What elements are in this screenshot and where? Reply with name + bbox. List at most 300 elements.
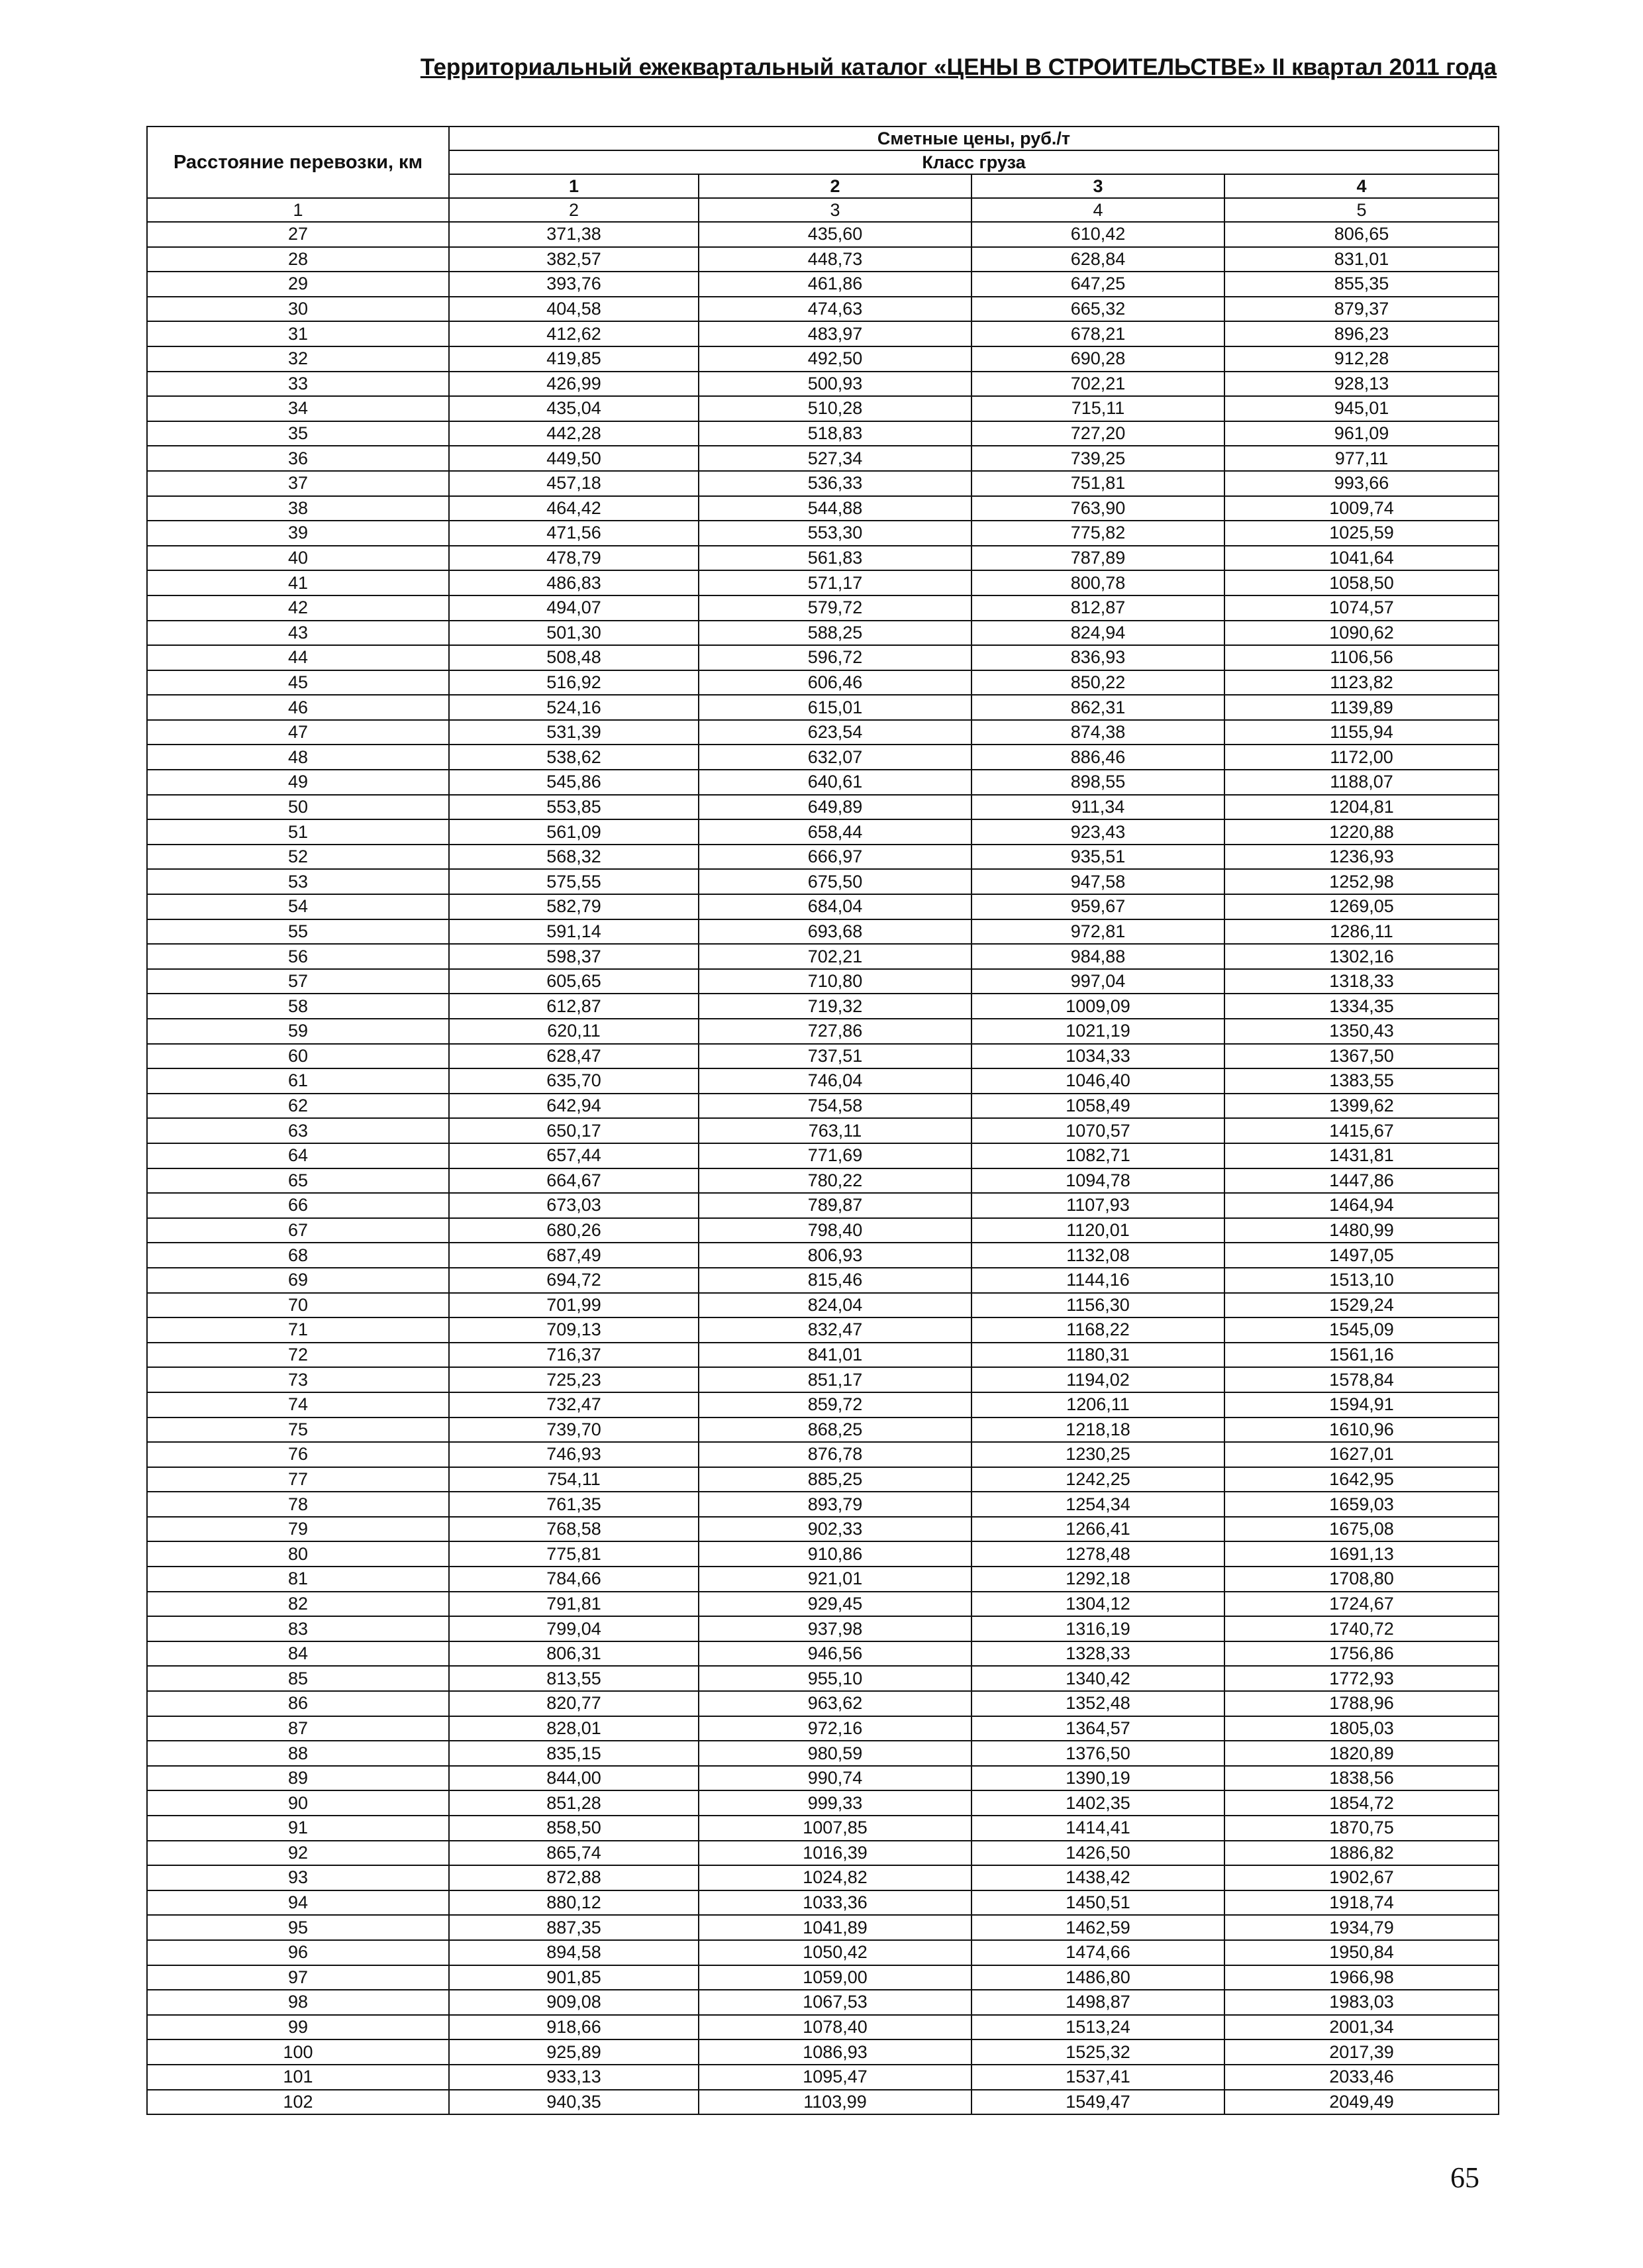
distance-cell: 102 (147, 2090, 449, 2115)
class-2-price-cell: 1067,53 (699, 1990, 971, 2015)
class-2-price-cell: 483,97 (699, 321, 971, 346)
distance-cell: 99 (147, 2015, 449, 2040)
class-4-price-cell: 1236,93 (1224, 845, 1499, 870)
distance-cell: 75 (147, 1418, 449, 1443)
class-3-price-cell: 1414,41 (971, 1816, 1224, 1841)
distance-cell: 41 (147, 570, 449, 595)
table-row (147, 372, 1499, 397)
class-3-price-cell: 1107,93 (971, 1193, 1224, 1218)
table-row (147, 745, 1499, 770)
class-1-price-cell: 673,03 (449, 1193, 699, 1218)
table-row (147, 272, 1499, 297)
class-3-price-cell: 1194,02 (971, 1367, 1224, 1392)
class-2-price-cell: 693,68 (699, 919, 971, 945)
table-row (147, 1317, 1499, 1343)
class-4-price-cell: 1675,08 (1224, 1517, 1499, 1542)
table-row (147, 1790, 1499, 1816)
class-3-price-cell: 647,25 (971, 272, 1224, 297)
class-2-price-cell: 929,45 (699, 1592, 971, 1617)
class-4-price-cell: 1480,99 (1224, 1218, 1499, 1243)
class-3-price-cell: 610,42 (971, 222, 1224, 247)
distance-cell: 51 (147, 819, 449, 845)
class-2-price-cell: 815,46 (699, 1268, 971, 1293)
distance-cell: 54 (147, 894, 449, 919)
distance-cell: 42 (147, 595, 449, 621)
class-3-price-cell: 1402,35 (971, 1790, 1224, 1816)
class-1-price-cell: 880,12 (449, 1890, 699, 1916)
class-4-price-cell: 1464,94 (1224, 1193, 1499, 1218)
class-3-price-cell: 824,94 (971, 621, 1224, 646)
class-2-price-cell: 902,33 (699, 1517, 971, 1542)
distance-cell: 33 (147, 372, 449, 397)
class-2-price-cell: 623,54 (699, 720, 971, 745)
class-4-price-cell: 1820,89 (1224, 1741, 1499, 1766)
class-1-price-cell: 404,58 (449, 297, 699, 322)
class-1-price-cell: 664,67 (449, 1168, 699, 1194)
class-3-price-cell: 1156,30 (971, 1293, 1224, 1318)
class-1-price-cell: 508,48 (449, 645, 699, 670)
distance-cell: 27 (147, 222, 449, 247)
class-1-price-cell: 516,92 (449, 670, 699, 696)
class-3-price-cell: 935,51 (971, 845, 1224, 870)
class-2-price-cell: 702,21 (699, 944, 971, 969)
class-2-price-cell: 972,16 (699, 1716, 971, 1741)
class-2-price-cell: 435,60 (699, 222, 971, 247)
class-2-price-cell: 719,32 (699, 994, 971, 1019)
class-4-price-cell: 1513,10 (1224, 1268, 1499, 1293)
class-1-price-cell: 449,50 (449, 446, 699, 471)
distance-cell: 57 (147, 969, 449, 994)
class-1-price-cell: 858,50 (449, 1816, 699, 1841)
table-row (147, 720, 1499, 745)
class-4-price-cell: 1155,94 (1224, 720, 1499, 745)
class-2-price-cell: 632,07 (699, 745, 971, 770)
class-2-price-cell: 841,01 (699, 1343, 971, 1368)
class-4-price-cell: 2017,39 (1224, 2039, 1499, 2065)
distance-cell: 76 (147, 1442, 449, 1467)
class-2-price-cell: 492,50 (699, 346, 971, 372)
class-2-price-cell: 955,10 (699, 1666, 971, 1691)
class-4-price-cell: 1627,01 (1224, 1442, 1499, 1467)
distance-cell: 59 (147, 1019, 449, 1044)
class-2-price-cell: 500,93 (699, 372, 971, 397)
class-4-price-cell: 1286,11 (1224, 919, 1499, 945)
table-row (147, 695, 1499, 720)
table-row (147, 1865, 1499, 1890)
class-3-price-cell: 1021,19 (971, 1019, 1224, 1044)
class-1-price-cell: 457,18 (449, 471, 699, 496)
distance-cell: 29 (147, 272, 449, 297)
class-4-price-cell: 1708,80 (1224, 1567, 1499, 1592)
class-3-price-cell: 727,20 (971, 421, 1224, 446)
class-1-price-cell: 746,93 (449, 1442, 699, 1467)
distance-cell: 44 (147, 645, 449, 670)
class-3-price-cell: 1462,59 (971, 1915, 1224, 1940)
distance-cell: 82 (147, 1592, 449, 1617)
table-row (147, 1541, 1499, 1567)
class-3-price-cell: 678,21 (971, 321, 1224, 346)
class-1-price-cell: 701,99 (449, 1293, 699, 1318)
class-4-price-cell: 1058,50 (1224, 570, 1499, 595)
table-row (147, 1766, 1499, 1791)
table-row (147, 222, 1499, 247)
distance-cell: 32 (147, 346, 449, 372)
table-row (147, 595, 1499, 621)
table-row (147, 297, 1499, 322)
table-row (147, 446, 1499, 471)
class-2-price-cell: 771,69 (699, 1143, 971, 1168)
class-1-price-cell: 545,86 (449, 770, 699, 795)
class-1-price-cell: 909,08 (449, 1990, 699, 2015)
column-number-cell: 2 (449, 198, 699, 222)
class-1-price-cell: 835,15 (449, 1741, 699, 1766)
class-4-price-cell: 945,01 (1224, 396, 1499, 421)
distance-cell: 98 (147, 1990, 449, 2015)
class-2-price-cell: 980,59 (699, 1741, 971, 1766)
prices-header: Сметные цены, руб./т (449, 127, 1499, 150)
class-3-price-cell: 1180,31 (971, 1343, 1224, 1368)
class-4-price-cell: 1204,81 (1224, 795, 1499, 820)
class-2-price-cell: 868,25 (699, 1418, 971, 1443)
table-row (147, 1641, 1499, 1667)
distance-cell: 81 (147, 1567, 449, 1592)
class-4-price-cell: 1334,35 (1224, 994, 1499, 1019)
class-4-price-cell: 1106,56 (1224, 645, 1499, 670)
class-2-price-cell: 1095,47 (699, 2065, 971, 2090)
class-2-price-cell: 461,86 (699, 272, 971, 297)
class-3-price-cell: 702,21 (971, 372, 1224, 397)
class-3-price-cell: 874,38 (971, 720, 1224, 745)
class-4-price-cell: 1805,03 (1224, 1716, 1499, 1741)
class-1-price-cell: 605,65 (449, 969, 699, 994)
class-3-price-cell: 1168,22 (971, 1317, 1224, 1343)
distance-cell: 86 (147, 1691, 449, 1716)
class-3-price-cell: 775,82 (971, 521, 1224, 546)
class-1-price-cell: 382,57 (449, 247, 699, 272)
class-1-price-cell: 575,55 (449, 869, 699, 894)
class-2-price-cell: 527,34 (699, 446, 971, 471)
table-row (147, 1143, 1499, 1168)
table-row (147, 1841, 1499, 1866)
table-row (147, 346, 1499, 372)
class-1-price-cell: 894,58 (449, 1940, 699, 1965)
class-4-price-cell: 1870,75 (1224, 1816, 1499, 1841)
distance-cell: 35 (147, 421, 449, 446)
class-4-price-cell: 2049,49 (1224, 2090, 1499, 2115)
class-2-price-cell: 710,80 (699, 969, 971, 994)
class-1-price-cell: 844,00 (449, 1766, 699, 1791)
class-4-price-cell: 1902,67 (1224, 1865, 1499, 1890)
distance-cell: 93 (147, 1865, 449, 1890)
class-2-price-cell: 448,73 (699, 247, 971, 272)
class-1-price-cell: 851,28 (449, 1790, 699, 1816)
class-4-price-cell: 1934,79 (1224, 1915, 1499, 1940)
class-4-price-cell: 1983,03 (1224, 1990, 1499, 2015)
table-row (147, 1268, 1499, 1293)
distance-cell: 40 (147, 546, 449, 571)
class-2-price-cell: 649,89 (699, 795, 971, 820)
distance-cell: 67 (147, 1218, 449, 1243)
class-4-price-cell: 1367,50 (1224, 1044, 1499, 1069)
class-1-price-cell: 501,30 (449, 621, 699, 646)
distance-cell: 84 (147, 1641, 449, 1667)
class-2-price-cell: 658,44 (699, 819, 971, 845)
class-2-price-cell: 1016,39 (699, 1841, 971, 1866)
class-4-price-cell: 2033,46 (1224, 2065, 1499, 2090)
distance-cell: 85 (147, 1666, 449, 1691)
class-1-price-cell: 561,09 (449, 819, 699, 845)
class-1-price-cell: 694,72 (449, 1268, 699, 1293)
class-1-price-cell: 657,44 (449, 1143, 699, 1168)
table-row (147, 321, 1499, 346)
class-2-price-cell: 963,62 (699, 1691, 971, 1716)
table-row (147, 1915, 1499, 1940)
class-4-price-cell: 977,11 (1224, 446, 1499, 471)
distance-cell: 48 (147, 745, 449, 770)
class-3-price-cell: 1513,24 (971, 2015, 1224, 2040)
column-number-cell: 1 (147, 198, 449, 222)
price-table (146, 126, 1499, 2115)
class-3-price-cell: 1046,40 (971, 1068, 1224, 1094)
class-1-price-cell: 768,58 (449, 1517, 699, 1542)
class-2-price-cell: 1078,40 (699, 2015, 971, 2040)
distance-cell: 43 (147, 621, 449, 646)
class-1-price-cell: 775,81 (449, 1541, 699, 1567)
class-2-price-cell: 684,04 (699, 894, 971, 919)
distance-cell: 31 (147, 321, 449, 346)
distance-cell: 83 (147, 1616, 449, 1641)
class-4-price-cell: 831,01 (1224, 247, 1499, 272)
class-2-price-cell: 561,83 (699, 546, 971, 571)
distance-cell: 53 (147, 869, 449, 894)
class-1-price-cell: 478,79 (449, 546, 699, 571)
distance-cell: 37 (147, 471, 449, 496)
class-4-price-cell: 1594,91 (1224, 1392, 1499, 1418)
class-3-price-cell: 850,22 (971, 670, 1224, 696)
class-2-price-cell: 921,01 (699, 1567, 971, 1592)
distance-cell: 88 (147, 1741, 449, 1766)
class-1-price-cell: 901,85 (449, 1965, 699, 1990)
table-row (147, 645, 1499, 670)
class-4-price-cell: 1659,03 (1224, 1492, 1499, 1517)
class-1-price-cell: 872,88 (449, 1865, 699, 1890)
table-row (147, 1044, 1499, 1069)
class-4-price-cell: 1561,16 (1224, 1343, 1499, 1368)
class-4-price-cell: 1724,67 (1224, 1592, 1499, 1617)
table-row (147, 521, 1499, 546)
table-row (147, 1517, 1499, 1542)
class-4-price-cell: 1918,74 (1224, 1890, 1499, 1916)
class-4-price-cell: 1854,72 (1224, 1790, 1499, 1816)
class-3-price-cell: 763,90 (971, 496, 1224, 521)
class-2-price-cell: 1007,85 (699, 1816, 971, 1841)
distance-cell: 60 (147, 1044, 449, 1069)
distance-cell: 50 (147, 795, 449, 820)
class-1-price-cell: 471,56 (449, 521, 699, 546)
class-3-price-cell: 1230,25 (971, 1442, 1224, 1467)
class-1-price-cell: 828,01 (449, 1716, 699, 1741)
class-4-price-cell: 1090,62 (1224, 621, 1499, 646)
class-4-price-cell: 1886,82 (1224, 1841, 1499, 1866)
class-3-price-cell: 1132,08 (971, 1243, 1224, 1268)
distance-cell: 56 (147, 944, 449, 969)
class-1-price-cell: 442,28 (449, 421, 699, 446)
class-4-price-cell: 1139,89 (1224, 695, 1499, 720)
class-1-price-cell: 591,14 (449, 919, 699, 945)
table-row (147, 845, 1499, 870)
class-2-price-cell: 675,50 (699, 869, 971, 894)
distance-cell: 64 (147, 1143, 449, 1168)
distance-cell: 89 (147, 1766, 449, 1791)
table-row (147, 969, 1499, 994)
class-3-price-cell: 1537,41 (971, 2065, 1224, 2090)
class-3-price-cell: 1278,48 (971, 1541, 1224, 1567)
class-2-price-cell: 1024,82 (699, 1865, 971, 1890)
class-2-price-cell: 737,51 (699, 1044, 971, 1069)
class-3-price-cell: 665,32 (971, 297, 1224, 322)
class-1-price-cell: 464,42 (449, 496, 699, 521)
distance-cell: 34 (147, 396, 449, 421)
class-1-price-cell: 716,37 (449, 1343, 699, 1368)
class-4-price-cell: 961,09 (1224, 421, 1499, 446)
distance-cell: 90 (147, 1790, 449, 1816)
class-3-price-cell: 715,11 (971, 396, 1224, 421)
class-2-price-cell: 571,17 (699, 570, 971, 595)
distance-cell: 46 (147, 695, 449, 720)
distance-cell: 36 (147, 446, 449, 471)
table-row (147, 795, 1499, 820)
table-row (147, 1741, 1499, 1766)
distance-cell: 45 (147, 670, 449, 696)
table-row (147, 2039, 1499, 2065)
table-row (147, 1890, 1499, 1916)
class-2-price-cell: 579,72 (699, 595, 971, 621)
class-2-price-cell: 640,61 (699, 770, 971, 795)
class-1-price-cell: 371,38 (449, 222, 699, 247)
class-1-price-cell: 393,76 (449, 272, 699, 297)
class-3-price-cell: 812,87 (971, 595, 1224, 621)
class-2-price-cell: 910,86 (699, 1541, 971, 1567)
distance-cell: 55 (147, 919, 449, 945)
class-3-price-cell: 1390,19 (971, 1766, 1224, 1791)
column-numbers-row (147, 198, 1499, 222)
class-number-header: 4 (1224, 174, 1499, 198)
table-row (147, 1442, 1499, 1467)
class-2-price-cell: 518,83 (699, 421, 971, 446)
class-2-price-cell: 666,97 (699, 845, 971, 870)
class-1-price-cell: 865,74 (449, 1841, 699, 1866)
column-number-cell: 4 (971, 198, 1224, 222)
class-3-price-cell: 1474,66 (971, 1940, 1224, 1965)
class-4-price-cell: 1756,86 (1224, 1641, 1499, 1667)
class-3-price-cell: 1009,09 (971, 994, 1224, 1019)
table-row (147, 1118, 1499, 1143)
class-2-price-cell: 1059,00 (699, 1965, 971, 1990)
column-number-cell: 3 (699, 198, 971, 222)
table-row (147, 770, 1499, 795)
class-1-price-cell: 687,49 (449, 1243, 699, 1268)
class-3-price-cell: 1498,87 (971, 1990, 1224, 2015)
class-2-price-cell: 780,22 (699, 1168, 971, 1194)
class-1-price-cell: 761,35 (449, 1492, 699, 1517)
class-4-price-cell: 1950,84 (1224, 1940, 1499, 1965)
class-2-price-cell: 798,40 (699, 1218, 971, 1243)
class-4-price-cell: 1123,82 (1224, 670, 1499, 696)
table-row (147, 1367, 1499, 1392)
table-row (147, 496, 1499, 521)
table-row (147, 421, 1499, 446)
distance-cell: 101 (147, 2065, 449, 2090)
class-4-price-cell: 855,35 (1224, 272, 1499, 297)
table-row (147, 1691, 1499, 1716)
class-3-price-cell: 739,25 (971, 446, 1224, 471)
class-3-price-cell: 1549,47 (971, 2090, 1224, 2115)
class-3-price-cell: 1450,51 (971, 1890, 1224, 1916)
class-3-price-cell: 1352,48 (971, 1691, 1224, 1716)
class-2-price-cell: 946,56 (699, 1641, 971, 1667)
table-row (147, 396, 1499, 421)
class-4-price-cell: 993,66 (1224, 471, 1499, 496)
distance-cell: 62 (147, 1094, 449, 1119)
class-3-price-cell: 1218,18 (971, 1418, 1224, 1443)
class-2-price-cell: 746,04 (699, 1068, 971, 1094)
class-3-price-cell: 1034,33 (971, 1044, 1224, 1069)
class-2-price-cell: 885,25 (699, 1467, 971, 1492)
class-number-header: 2 (699, 174, 971, 198)
class-2-price-cell: 544,88 (699, 496, 971, 521)
class-4-price-cell: 1497,05 (1224, 1243, 1499, 1268)
class-number-header: 3 (971, 174, 1224, 198)
table-row (147, 1467, 1499, 1492)
class-1-price-cell: 426,99 (449, 372, 699, 397)
table-row (147, 944, 1499, 969)
class-1-price-cell: 732,47 (449, 1392, 699, 1418)
distance-cell: 95 (147, 1915, 449, 1940)
class-4-price-cell: 1642,95 (1224, 1467, 1499, 1492)
distance-cell: 38 (147, 496, 449, 521)
class-4-price-cell: 912,28 (1224, 346, 1499, 372)
table-row (147, 869, 1499, 894)
table-row (147, 1218, 1499, 1243)
table-row (147, 1193, 1499, 1218)
table-row (147, 994, 1499, 1019)
distance-cell: 77 (147, 1467, 449, 1492)
class-2-price-cell: 727,86 (699, 1019, 971, 1044)
class-1-price-cell: 419,85 (449, 346, 699, 372)
class-1-price-cell: 531,39 (449, 720, 699, 745)
distance-cell: 96 (147, 1940, 449, 1965)
class-1-price-cell: 435,04 (449, 396, 699, 421)
class-4-price-cell: 1529,24 (1224, 1293, 1499, 1318)
distance-cell: 30 (147, 297, 449, 322)
table-row (147, 919, 1499, 945)
class-3-price-cell: 997,04 (971, 969, 1224, 994)
class-1-price-cell: 754,11 (449, 1467, 699, 1492)
class-1-price-cell: 486,83 (449, 570, 699, 595)
table-row (147, 247, 1499, 272)
class-4-price-cell: 1399,62 (1224, 1094, 1499, 1119)
class-1-price-cell: 940,35 (449, 2090, 699, 2115)
distance-column-header: Расстояние перевозки, км (147, 127, 449, 198)
table-row (147, 1343, 1499, 1368)
class-1-price-cell: 538,62 (449, 745, 699, 770)
distance-cell: 92 (147, 1841, 449, 1866)
table-row (147, 819, 1499, 845)
distance-cell: 80 (147, 1541, 449, 1567)
distance-cell: 65 (147, 1168, 449, 1194)
class-1-price-cell: 799,04 (449, 1616, 699, 1641)
table-row (147, 546, 1499, 571)
